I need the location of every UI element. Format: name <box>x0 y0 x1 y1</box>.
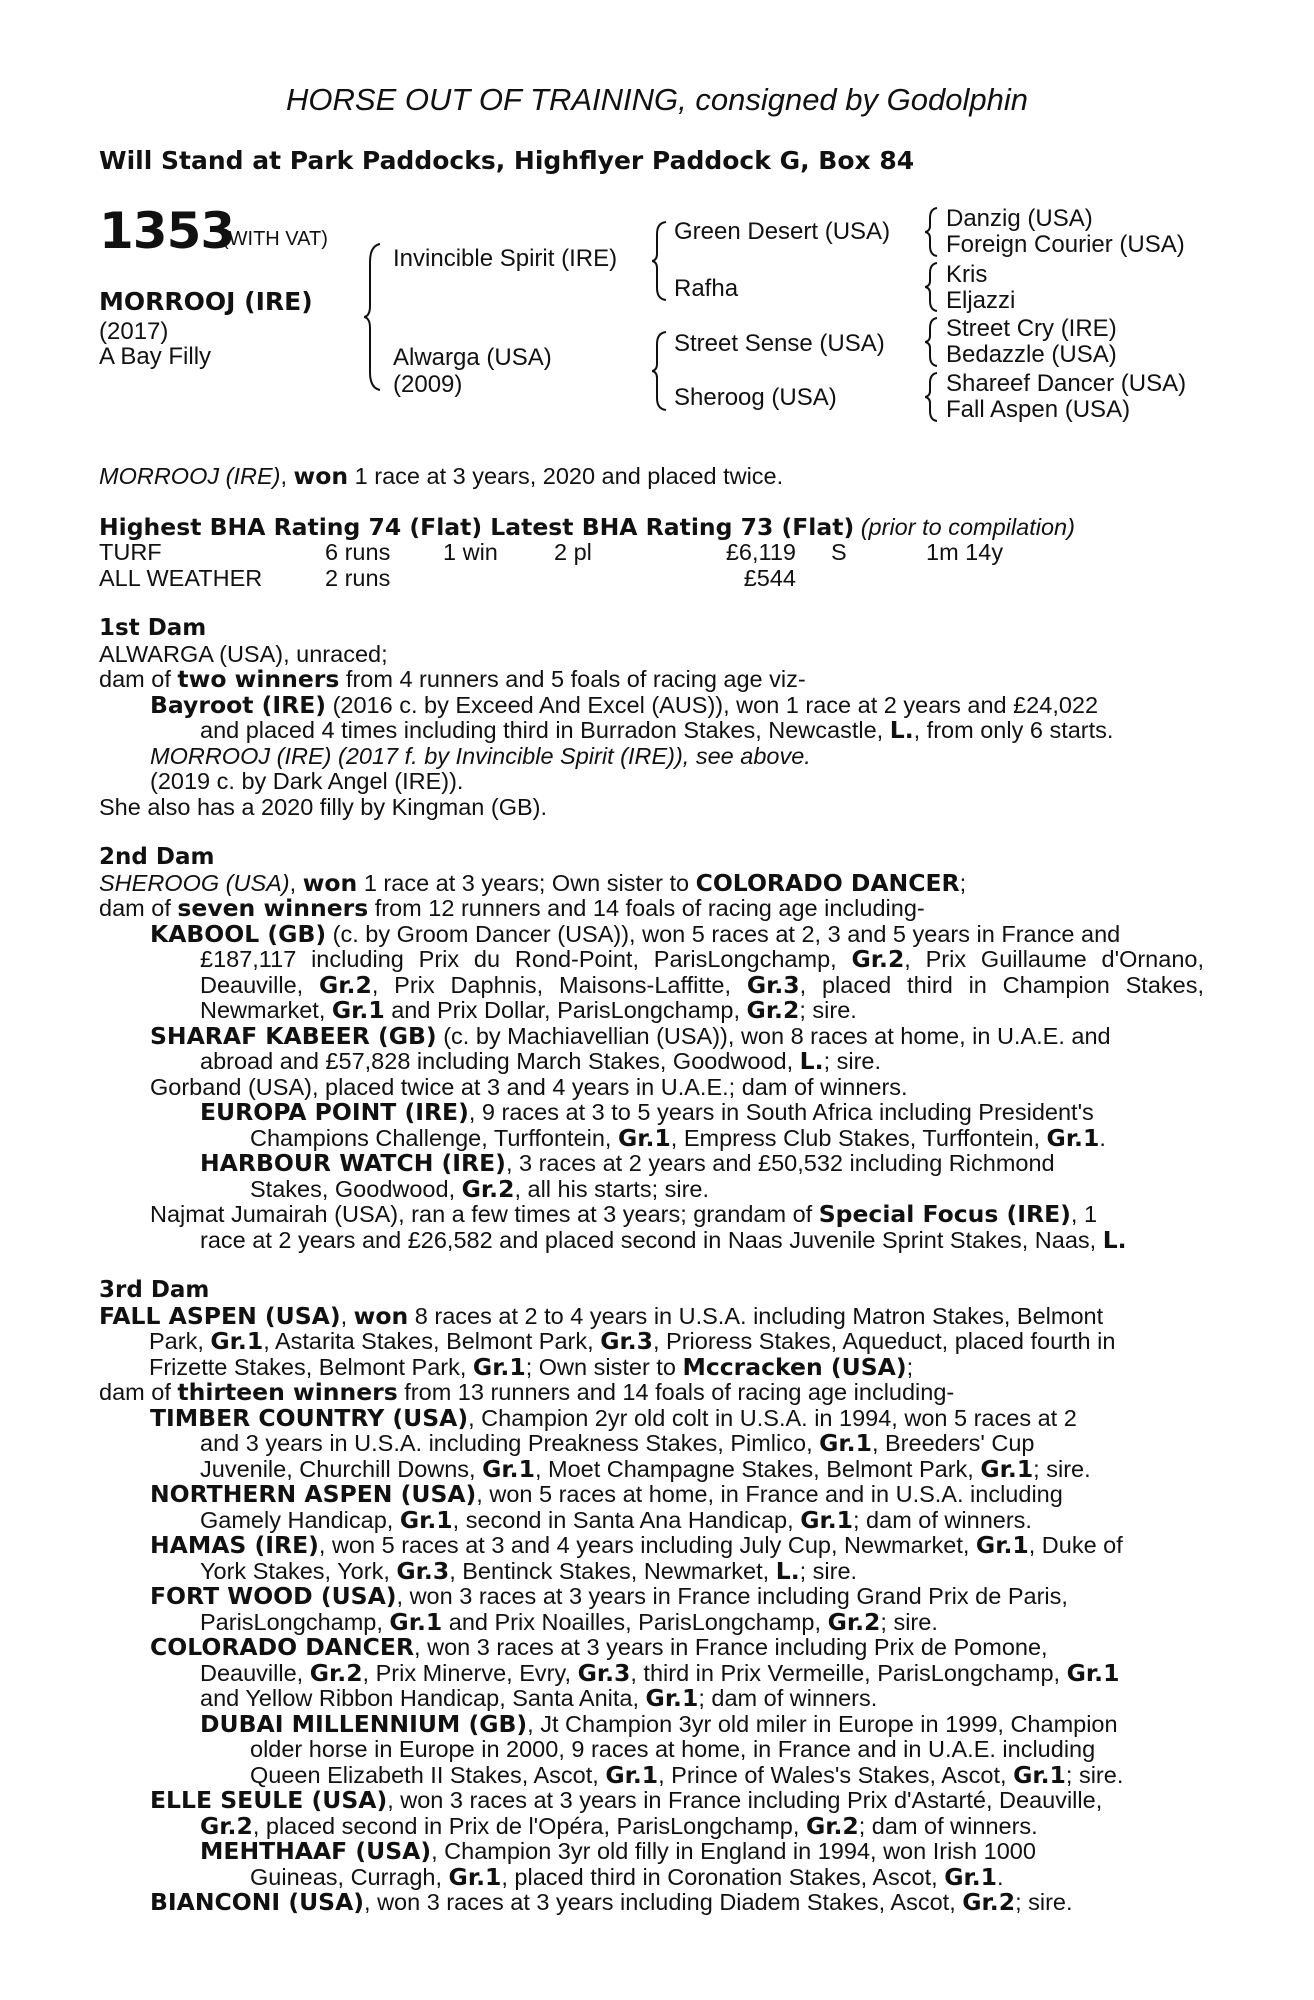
pedigree-g2: Foreign Courier (USA) <box>946 231 1185 258</box>
third-dam-line: FALL ASPEN (USA), won 8 races at 2 to 4 years in U.S.A. including Matron Stakes, Belmont Park, Gr.1, Astarita Stakes, Belmont Park, Gr.3, Prioress Stakes, Aqueduct, placed fourth in Frizette Stakes, Belmont Park, Gr.1; Own sister to Mccracken (USA); <box>99 1301 1116 1381</box>
list-item: SHARAF KABEER (GB) (c. by Machiavellian (USA)), won 8 races at home, in U.A.E. and abroad and £57,828 including March Stakes, Goodwood, L.; sire. <box>150 1021 1111 1075</box>
list-item: KABOOL (GB) (c. by Groom Dancer (USA)), won 5 races at 2, 3 and 5 years in France and £187,117 including Prix du Rond-Point, ParisLongchamp, Gr.2, Prix Guillaume d'Ornano, Deauville, Gr.2, Prix Daphnis, Maisons-Laffitte, Gr.3, placed third in Champion Stakes, Newmarket, Gr.1 and Prix Dollar, ParisLongchamp, Gr.2; sire. <box>150 919 1204 1024</box>
table-row: ALL WEATHER 2 runs £544 <box>99 564 796 591</box>
rating-table <box>99 540 1003 591</box>
list-item: DUBAI MILLENNIUM (GB), Jt Champion 3yr old miler in Europe in 1999, Champion older horse in Europe in 2000, 9 races at home, in France and in U.A.E. including Queen Elizabeth II Stakes, Ascot, Gr.1, Prince of Wales's Stakes, Ascot, Gr.1; sire. <box>200 1709 1124 1789</box>
list-item: Najmat Jumairah (USA), ran a few times at 3 years; grandam of Special Focus (IRE), 1 race at 2 years and £26,582 and placed second in Naas Juvenile Sprint Stakes, Naas, L. <box>150 1200 1127 1254</box>
list-item: NORTHERN ASPEN (USA), won 5 races at home, in France and in U.S.A. including Gamely Handicap, Gr.1, second in Santa Ana Handicap, Gr.1; dam of winners. <box>150 1480 1063 1534</box>
second-dam-produce: dam of seven winners from 12 runners and 14 foals of racing age including- <box>99 894 925 922</box>
pedigree-sire-sire: Green Desert (USA) <box>674 218 891 245</box>
pedigree-dam-dam: Sheroog (USA) <box>674 384 837 411</box>
pedigree-dam-sire: Street Sense (USA) <box>674 330 885 357</box>
catalogue-body <box>99 464 1204 1916</box>
list-item: EUROPA POINT (IRE), 9 races at 3 to 5 years in South Africa including President's Champions Challenge, Turffontein, Gr.1, Empress Club Stakes, Turffontein, Gr.1. <box>200 1098 1106 1152</box>
third-dam-heading: 3rd Dam <box>99 1277 210 1303</box>
second-dam-heading: 2nd Dam <box>99 844 215 870</box>
list-item: TIMBER COUNTRY (USA), Champion 2yr old colt in U.S.A. in 1994, won 5 races at 2 and 3 years in U.S.A. including Preakness Stakes, Pimlico, Gr.1, Breeders' Cup Juvenile, Churchill Downs, Gr.1, Moet Champagne Stakes, Belmont Park, Gr.1; sire. <box>150 1403 1091 1483</box>
pedigree-brace-g1 <box>925 206 941 258</box>
list-item: Bayroot (IRE) (2016 c. by Exceed And Excel (AUS)), won 1 race at 2 years and £24,022 and placed 4 times including third in Burradon Stakes, Newcastle, L., from only 6 starts. <box>150 690 1114 744</box>
lot-number: 1353 <box>99 202 235 260</box>
first-dam-produce: dam of two winners from 4 runners and 5 foals of racing age viz- <box>99 665 806 693</box>
pedigree-g3: Kris <box>946 261 988 288</box>
pedigree-brace-g4 <box>925 371 941 423</box>
pedigree-brace-main <box>364 242 384 392</box>
list-item: BIANCONI (USA), won 3 races at 3 years including Diadem Stakes, Ascot, Gr.2; sire. <box>150 1888 1073 1916</box>
list-item: ELLE SEULE (USA), won 3 races at 3 years in France including Prix d'Astarté, Deauville, Gr.2, placed second in Prix de l'Opéra, ParisLongchamp, Gr.2; dam of winners. <box>150 1786 1103 1840</box>
list-item: MEHTHAAF (USA), Champion 3yr old filly in England in 1994, won Irish 1000 Guineas, Curragh, Gr.1, placed third in Coronation Stakes, Ascot, Gr.1. <box>200 1837 1036 1891</box>
horse-year: (2017) <box>99 318 169 345</box>
list-item: HAMAS (IRE), won 5 races at 3 and 4 years including July Cup, Newmarket, Gr.1, Duke of York Stakes, York, Gr.3, Bentinck Stakes, Newmarket, L.; sire. <box>150 1531 1123 1585</box>
stand-location: Will Stand at Park Paddocks, Highflyer Paddock G, Box 84 <box>99 146 915 175</box>
rating-line: Highest BHA Rating 74 (Flat) Latest BHA Rating 73 (Flat) (prior to compilation) <box>99 512 1075 541</box>
list-item: MORROOJ (IRE) (2017 f. by Invincible Spirit (IRE)), see above. <box>150 742 811 769</box>
list-item: Gorband (USA), placed twice at 3 and 4 years in U.A.E.; dam of winners. <box>150 1073 908 1100</box>
pedigree-g7: Shareef Dancer (USA) <box>946 370 1187 397</box>
list-item: (2019 c. by Dark Angel (IRE)). <box>150 768 464 794</box>
pedigree-brace-sire <box>652 220 670 302</box>
horse-description: A Bay Filly <box>99 343 212 370</box>
horse-name: MORROOJ (IRE) <box>99 287 313 316</box>
pedigree-brace-g3 <box>925 316 941 368</box>
pedigree-g8: Fall Aspen (USA) <box>946 396 1131 423</box>
vat-note: (WITH VAT) <box>222 228 328 250</box>
list-item: FORT WOOD (USA), won 3 races at 3 years in France including Grand Prix de Paris, ParisLongchamp, Gr.1 and Prix Noailles, ParisLongchamp, Gr.2; sire. <box>150 1582 1068 1636</box>
pedigree-sire: Invincible Spirit (IRE) <box>393 245 618 272</box>
list-item: COLORADO DANCER, won 3 races at 3 years in France including Prix de Pomone, Deauville, Gr.2, Prix Minerve, Evry, Gr.3, third in Prix Vermeille, ParisLongchamp, Gr.1 and Yellow Ribbon Handicap, Santa Anita, Gr.1; dam of winners. <box>150 1633 1120 1712</box>
first-dam-line: ALWARGA (USA), unraced; <box>99 640 388 667</box>
pedigree-dam: Alwarga (USA) <box>393 344 552 371</box>
pedigree-g5: Street Cry (IRE) <box>946 315 1117 342</box>
first-dam-note: She also has a 2020 filly by Kingman (GB). <box>99 793 548 820</box>
third-dam-produce: dam of thirteen winners from 13 runners and 14 foals of racing age including- <box>99 1378 955 1406</box>
pedigree-g1: Danzig (USA) <box>946 205 1093 232</box>
pedigree-brace-dam <box>652 330 670 412</box>
pedigree-dam-year: (2009) <box>393 371 463 398</box>
table-row: TURF 6 runs 1 win 2 pl £6,119 S 1m 14y <box>99 539 1004 565</box>
pedigree-sire-dam: Rafha <box>674 275 739 302</box>
pedigree-g6: Bedazzle (USA) <box>946 341 1117 368</box>
first-dam-heading: 1st Dam <box>99 615 207 641</box>
pedigree-brace-g2 <box>925 261 941 313</box>
second-dam-line: SHEROOG (USA), won 1 race at 3 years; Own sister to COLORADO DANCER; <box>99 868 967 897</box>
consignment-line: HORSE OUT OF TRAINING, consigned by Godolphin <box>286 82 1028 117</box>
pedigree-g4: Eljazzi <box>946 287 1016 314</box>
race-summary: MORROOJ (IRE), won 1 race at 3 years, 2020 and placed twice. <box>99 462 784 490</box>
list-item: HARBOUR WATCH (IRE), 3 races at 2 years and £50,532 including Richmond Stakes, Goodwood, Gr.2, all his starts; sire. <box>200 1149 1055 1203</box>
